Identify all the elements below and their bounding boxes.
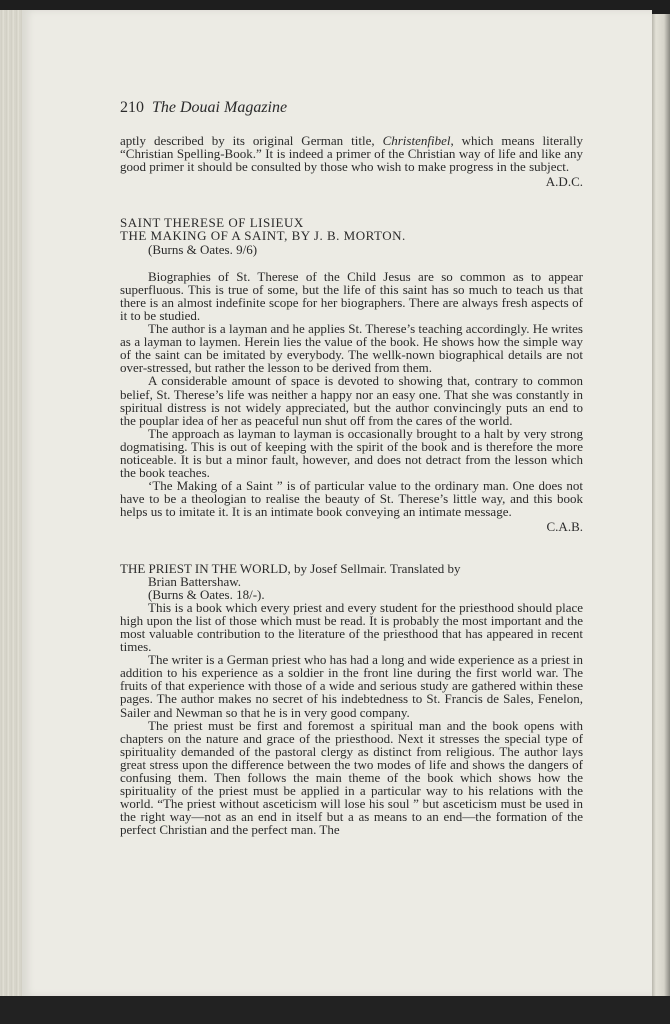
- review1-paragraph: A considerable amount of space is devoted to showing that, contrary to common belief, St. Therese’s life was neither a happy nor an easy one. That she was constantly in spiritual distress is not widely appreciated, but the author convincingly puts an end to the pouplar idea of her as peaceful nun shut off from the cares of the world.: [120, 373, 583, 428]
- running-header: [120, 98, 583, 118]
- review1-heading: SAINT THERESE OF LISIEUX: [120, 215, 304, 231]
- review1-publisher: (Burns & Oates. 9/6): [148, 241, 258, 257]
- review1-paragraph: The author is a layman and he applies St. Therese’s teaching accordingly. He writes as a layman to laymen. Herein lies the value of the book. He shows how the simple way of the saint can be imitated by everybody. The wellk-nown biographical details are not over-stressed, but rather the lesson to be derived from them.: [120, 321, 583, 376]
- review2-paragraph: This is a book which every priest and every student for the priesthood should place high upon the list of those which must be read. It is probably the most important and the most valuable contribution to the literature of the priesthood that has appeared in recent times.: [120, 599, 583, 655]
- review1-paragraph: The approach as layman to layman is occasionally brought to a halt by very strong dogmatising. This is out of keeping with the spirit of the book and is therefore the more noticeable. It is but a minor fault, however, and does not detract from the lesson which the book teaches.: [120, 425, 583, 481]
- review1-paragraph: ‘The Making of a Saint ” is of particular value to the ordinary man. One does not have to be a theologian to realise the beauty of St. Therese’s little way, and this book helps us to imitate it. It is an intimate book conveying an intimate message.: [120, 478, 583, 520]
- review1-paragraph: Biographies of St. Therese of the Child Jesus are so common as to appear superfluous. This is true of some, but the life of this saint has so much to teach us that there is an almost indefinite scope for her biographers. There are always fresh aspects of it to be studied.: [120, 268, 583, 323]
- intro-signature: A.D.C.: [545, 174, 583, 190]
- page-number: 210: [120, 99, 144, 116]
- review2-publisher: (Burns & Oates. 18/-).: [148, 586, 265, 602]
- journal-title: The Douai Magazine: [152, 99, 288, 116]
- scan-bottom-border: [0, 996, 670, 1024]
- book-spine-edge: [652, 14, 670, 998]
- review2-paragraph: The priest must be first and foremost a spiritual man and the book opens with chapters on the nature and grace of the priesthood. Next it stresses the special type of spirituality demanded of the pastoral clergy as distinct from religious. The author lays great stress upon the difference between the two modes of life and shows the dangers of confusing them. Then follows the main theme of the book which shows how the spirituality of the priest must be applied in a particular way to his relations with the world. “The priest without asceticism will lose his soul ” but asceticism must be used in the right way—not as an end in itself but a as means to an end—the formation of the perfect Christian and the perfect man. The: [120, 717, 583, 838]
- review1-book-title: THE MAKING OF A SAINT, BY J. B. MORTON.: [120, 228, 406, 244]
- review2-paragraph: The writer is a German priest who has had a long and wide experience as a priest in addition to his experience as a soldier in the front line during the first world war. The fruits of that experience with those of a wide and serious study are gathered within these pages. The author makes no secret of his indebtedness to St. Francis de Sales, Fenelon, Sailer and Newman so that he is in very good company.: [120, 652, 583, 720]
- intro-paragraph: aptly described by its original German title, Christenfibel, which means literally “Christian Spelling-Book.” It is indeed a primer of the Christian way of life and like any good primer it should be consulted by those who wish to make progress in the subject.: [120, 133, 583, 175]
- review1-signature: C.A.B.: [546, 519, 583, 535]
- german-title: Christenfibel: [382, 133, 451, 148]
- review2-translator: Brian Battershaw.: [148, 573, 242, 589]
- page-content: [120, 98, 583, 837]
- review2-heading: THE PRIEST IN THE WORLD, by Josef Sellmair. Translated by: [120, 560, 461, 576]
